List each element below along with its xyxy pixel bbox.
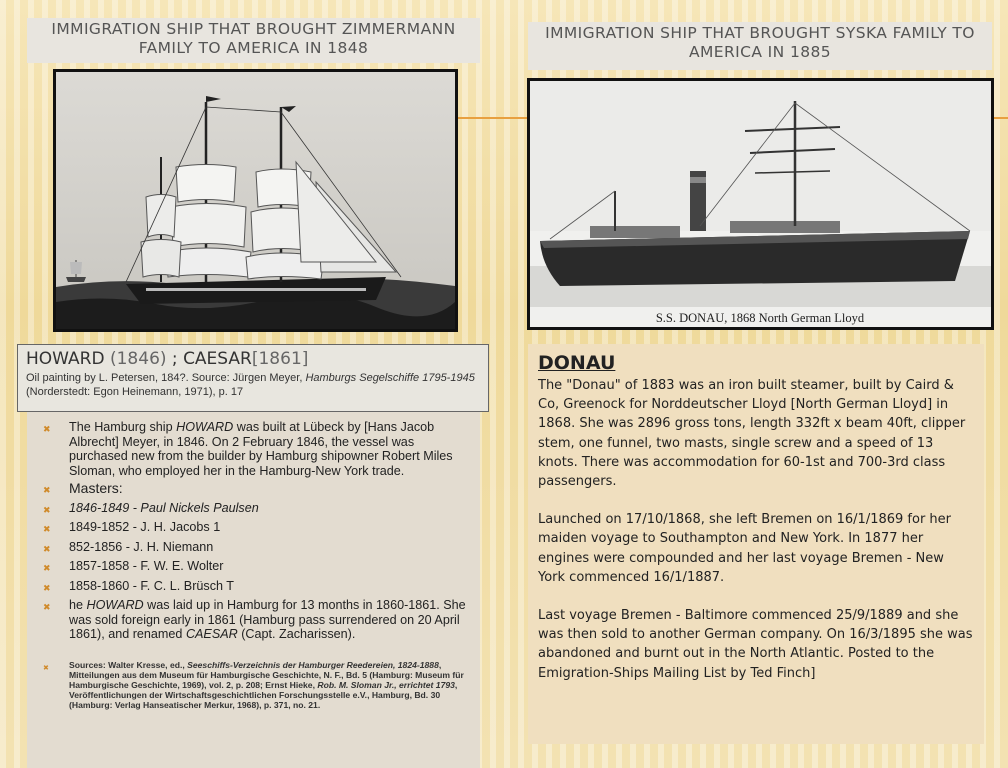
description-paragraph: The "Donau" of 1883 was an iron built steamer, built by Caird & Co, Greenock for Norddeutscher Lloyd [North German Lloyd] in 1868. She was 2896 gross tons, length 332ft x beam 40ft, clipper stem, one funnel, two masts, single screw and a speed of 13 knots. There was accommodation for 60-1st and 700-3rd class passengers. bbox=[538, 378, 966, 490]
bullet-icon: ✖ bbox=[43, 602, 51, 612]
bullet-icon: ✖ bbox=[43, 424, 51, 434]
sources-book: Rob. M. Sloman Jr., errichtet 1793 bbox=[317, 679, 455, 690]
history-paragraph: Launched on 17/10/1868, she left Bremen on 16/1/1869 for her maiden voyage to Southampton and New York. In 1877 her engines were compounded and her last voyage Bremen - New York commenced 16/1/1887. bbox=[538, 512, 952, 585]
right-title: IMMIGRATION SHIP THAT BROUGHT SYSKA FAMILY TO AMERICA IN 1885 bbox=[528, 22, 992, 70]
list-item bbox=[37, 420, 470, 478]
fate-paragraph: Last voyage Bremen - Baltimore commenced 25/9/1889 and she was then sold to another German company. On 16/3/1895 she was abandoned and burnt out in the North Atlantic. Posted to the Emigration-Ships Mailing List by Ted Finch] bbox=[538, 608, 973, 681]
list-item bbox=[37, 540, 470, 557]
painting-source bbox=[26, 371, 480, 399]
master-entry: 1857-1858 - F. W. E. Wolter bbox=[69, 559, 224, 573]
ship-year: (1846) bbox=[109, 349, 167, 369]
sources-item bbox=[37, 660, 470, 711]
ship-caption-box bbox=[17, 344, 489, 412]
ship-year-2: [1861] bbox=[251, 349, 309, 369]
howard-ship-painting bbox=[53, 69, 458, 332]
right-content-panel bbox=[528, 344, 984, 744]
bullet-text: he bbox=[69, 598, 87, 612]
bullet-text: was built at Lübeck by [Hans Jacob Albrecht] Meyer, in 1846. On 2 February 1846, the vessel was purchased new from the builder by Hamburg shipowner Robert Miles Sloman, who employed her in the Hamburg-New York trade. bbox=[69, 420, 453, 478]
master-entry: 1849-1852 - J. H. Jacobs 1 bbox=[69, 520, 221, 534]
list-item bbox=[37, 481, 470, 498]
ship-name: HOWARD bbox=[26, 349, 105, 369]
source-text-end: (Norderstedt: Egon Heinemann, 1971), p. 17 bbox=[26, 386, 244, 398]
source-text: Oil painting by L. Petersen, 184?. Source: Jürgen Meyer, bbox=[26, 372, 306, 384]
steamship-image bbox=[530, 81, 991, 327]
sources-text: , Mitteilungen aus dem Museum für Hamburgische Geschichte, N. F., Bd. 5 (Hamburg: Museum für Hamburgische Geschichte, 1969), vol. 2, p. 208; Ernst Hieke, bbox=[69, 659, 464, 690]
sources-text: Sources: Walter Kresse, ed., bbox=[69, 659, 188, 670]
left-title: IMMIGRATION SHIP THAT BROUGHT ZIMMERMANN FAMILY TO AMERICA IN 1848 bbox=[27, 18, 480, 63]
ship-name-italic: HOWARD bbox=[176, 420, 234, 434]
bullet-icon: ✖ bbox=[43, 582, 51, 593]
list-item bbox=[37, 501, 470, 518]
ship-name-title bbox=[26, 349, 480, 370]
source-book: Hamburgs Segelschiffe 1795-1945 bbox=[305, 372, 475, 384]
masters-label: Masters: bbox=[69, 480, 123, 496]
bullet-icon: ✖ bbox=[43, 485, 51, 495]
list-item bbox=[37, 559, 470, 576]
bullet-text: (Capt. Zacharissen). bbox=[237, 627, 356, 641]
ship-name-italic: CAESAR bbox=[185, 627, 238, 641]
bullet-text: The Hamburg ship bbox=[69, 420, 177, 434]
ship-heading: DONAU bbox=[538, 352, 616, 374]
bullet-icon: ✖ bbox=[43, 504, 51, 515]
bullet-text: was laid up in Hamburg for 13 months in 1860-1861. She was sold foreign early in 1861 (Hamburg pass surrendered on 20 April 1861), and renamed bbox=[69, 598, 466, 641]
master-entry: 1858-1860 - F. C. L. Brüsch T bbox=[69, 578, 234, 593]
divider-line bbox=[458, 117, 528, 119]
left-content-panel bbox=[27, 412, 480, 768]
list-item bbox=[37, 598, 470, 642]
sources-text: , Veröffentlichungen der Wirtschaftsgeschichtlichen Forschungsstelle e.V., Hamburg, Bd. 30 (Hamburg: Verlag Hanseatischer Merkur, 1968), p. 371, no. 21. bbox=[69, 679, 458, 711]
sailing-ship-image bbox=[56, 72, 455, 329]
bullet-icon: ✖ bbox=[43, 563, 51, 573]
donau-steamer-photo bbox=[527, 78, 994, 330]
bullet-icon: ✖ bbox=[43, 543, 51, 554]
ship-name-2: CAESAR bbox=[183, 349, 252, 369]
sources-book: Seeschiffs-Verzeichnis der Hamburger Reedereien, 1824-1888 bbox=[187, 659, 439, 670]
divider-line bbox=[994, 117, 1008, 119]
photo-caption: S.S. DONAU, 1868 North German Lloyd bbox=[655, 311, 865, 325]
ship-name-italic: HOWARD bbox=[86, 598, 144, 612]
ship-name-separator: ; bbox=[166, 349, 184, 369]
master-entry: 1846-1849 - Paul Nickels Paulsen bbox=[69, 500, 259, 515]
bullet-icon: ✖ bbox=[43, 664, 49, 672]
list-item bbox=[37, 579, 470, 596]
master-entry: 852-1856 - J. H. Niemann bbox=[69, 539, 214, 554]
bullet-icon: ✖ bbox=[43, 524, 51, 534]
list-item bbox=[37, 520, 470, 537]
